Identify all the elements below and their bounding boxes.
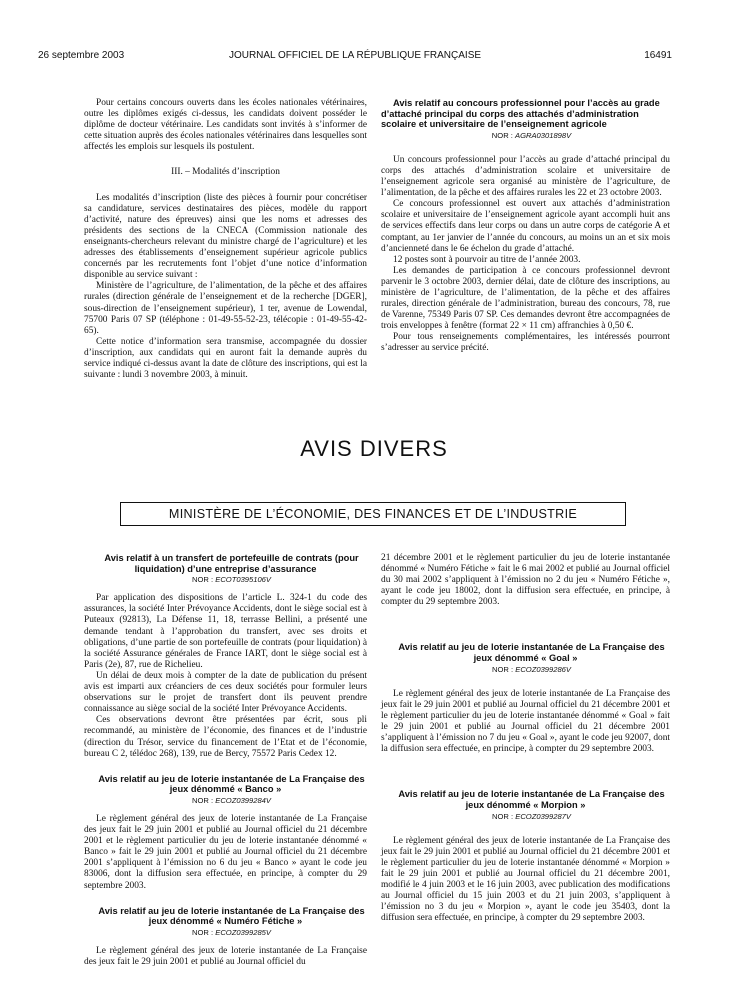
paragraph: Pour tous renseignements complémentaires, les intéressés pourront s’adresser au service précité. xyxy=(381,332,670,354)
ministry-heading: MINISTÈRE DE L’ÉCONOMIE, DES FINANCES ET DE L’INDUSTRIE xyxy=(120,502,626,526)
avis-title: Avis relatif au jeu de loterie instantanée de La Française des jeux dénommé « Banco » xyxy=(98,773,365,795)
paragraph: Ministère de l’agriculture, de l’alimentation, de la pêche et des affaires rurales (direction générale de l’enseignement et de la recherche [DGER], sous-direction de l’enseignement supérieur), 1 ter, avenue de Lowendal, 75700 Paris 07 SP (téléphone : 01-49-55-52-23, télécopie : 01-49-55-42-65). xyxy=(84,281,367,336)
nor-reference: NOR : ECOZ0399284V xyxy=(192,795,271,805)
paragraph: Un délai de deux mois à compter de la date de publication du présent avis est imparti aux créanciers de ces deux sociétés pour formuler leurs observations sur le projet de transfert dont ils peuvent prendre connaissance au siège social de la société Inter Prévoyance Accidents. xyxy=(84,670,367,715)
paragraph: Les modalités d’inscription (liste des pièces à fournir pour concrétiser sa candidature, services destinataires des pièces, modèle du rapport d’activité, nature des épreuves) ainsi que les noms et adresses des présidents des sections de la CNECA (Commission nationale des enseignants-chercheurs relevant du ministre chargé de l’agriculture) et les adresses des établissements d’enseignement supérieur agricole publics concernés par les recrutements font l’objet d’une notice d’information disponible au service suivant : xyxy=(84,192,367,281)
nor-reference: NOR : ECOT0395106V xyxy=(192,575,271,585)
top-right-column xyxy=(381,98,670,355)
paragraph: Les demandes de participation à ce concours professionnel devront parvenir le 3 octobre 2003, dernier délai, date de clôture des inscriptions, au ministère de l’agriculture, de l’alimentation, de la pêche et des affaires rurales, direction générale de l’administration, bureau des concours, 78, rue de Varenne, 75349 Paris 07 SP. Ces demandes devront être accompagnées de trois enveloppes à fenêtre (format 22 × 11 cm) affranchies à 0,50 €. xyxy=(381,265,670,332)
paragraph: Un concours professionnel pour l’accès au grade d’attaché principal du corps des attachés d’administration scolaire et universitaire de l’enseignement agricole sera organisé au ministère de l’agriculture, de l’alimentation, de la pêche et des affaires rurales les 22 et 23 octobre 2003. xyxy=(381,154,670,199)
paragraph: Cette notice d’information sera transmise, accompagnée du dossier d’inscription, aux candidats qui en auront fait la demande auprès du service indiqué ci-dessus avant la date de clôture des inscriptions, qui est la suivante : lundi 3 novembre 2003, à minuit. xyxy=(84,336,367,381)
paragraph: Le règlement général des jeux de loterie instantanée de La Française des jeux fait le 29 juin 2001 et publié au Journal officiel du 21 décembre 2001 et le règlement particulier du jeu de loterie instantanée dénommé « Banco » fait le 29 juin 2001 et publié au Journal officiel du 21 décembre 2001 s’appliquent à l’émission no 6 du jeu « Banco » ayant le code jeu 83006, dont la diffusion sera effectuée, en principe, à compter du 29 septembre 2003. xyxy=(84,813,367,891)
bottom-left-column xyxy=(84,553,367,968)
nor-reference: NOR : AGRA0301898V xyxy=(491,130,572,140)
avis-title: Avis relatif au concours professionnel pour l’accès au grade d’attaché principal du corps des attachés d’administration scolaire et universitaire de l’enseignement agricole xyxy=(381,98,660,130)
avis-title: Avis relatif à un transfert de portefeuille de contrats (pour liquidation) d’une entreprise d’assurance xyxy=(104,553,359,574)
paragraph: 21 décembre 2001 et le règlement particulier du jeu de loterie instantanée dénommé « Numéro Fétiche » fait le 6 mai 2002 et publié au Journal officiel du 30 mai 2002 s’appliquent à l’émission no 2 du jeu « Numéro Fétiche », ayant le code jeu 18002, dont la diffusion sera effectuée, en principe, à compter du 29 septembre 2003. xyxy=(381,553,670,608)
paragraph: Ces observations devront être présentées par écrit, sous pli recommandé, au ministère de l’économie, des finances et de l’industrie (direction du Trésor, service du financement de l’Etat et de l’économie, bureau C 2, télédoc 268), 139, rue de Bercy, 75572 Paris Cedex 12. xyxy=(84,715,367,759)
avis-title: Avis relatif au jeu de loterie instantanée de La Française des jeux dénommé « Morpion » xyxy=(398,789,665,810)
header-date: 26 septembre 2003 xyxy=(38,50,125,61)
paragraph: Le règlement général des jeux de loterie instantanée de La Française des jeux fait le 29 juin 2001 et publié au Journal officiel du xyxy=(84,945,367,967)
section-heading-avis-divers: AVIS DIVERS xyxy=(300,436,448,461)
header-page-number: 16491 xyxy=(644,50,672,61)
nor-reference: NOR : ECOZ0399286V xyxy=(492,664,571,674)
nor-reference: NOR : ECOZ0399287V xyxy=(492,811,571,821)
top-left-column xyxy=(84,98,367,381)
paragraph: Le règlement général des jeux de loterie instantanée de La Française des jeux fait le 29 juin 2001 et publié au Journal officiel du 21 décembre 2001 et le règlement particulier du jeu de loterie instantanée dénommé « Morpion » fait le 29 juin 2001 et publié au Journal officiel du 21 décembre 2001, modifié le 4 juin 2003 et le 16 juin 2003, avec publication des modifications au Journal officiel du 15 juin 2003 et du 21 juin 2003, s’appliquent à l’émission no 3 du jeu « Morpion », ayant le code jeu 35403, dont la diffusion sera effectuée, en principe, à compter du 29 septembre 2003. xyxy=(381,835,670,924)
bottom-right-column xyxy=(381,553,670,924)
paragraph: Le règlement général des jeux de loterie instantanée de La Française des jeux fait le 29 juin 2001 et publié au Journal officiel du 21 décembre 2001 et le règlement particulier du jeu de loterie instantanée dénommé « Goal » fait le 29 juin 2001 et publié au Journal officiel du 21 décembre 2001 s’appliquent à l’émission no 7 du jeu « Goal », ayant le code jeu 92007, dont la diffusion sera effectuée, en principe, à compter du 29 septembre 2003. xyxy=(381,688,670,755)
paragraph: Ce concours professionnel est ouvert aux attachés d’administration scolaire et universitaire de l’enseignement agricole ayant accompli huit ans de services effectifs dans leur corps ou dans un autre corps de catégorie A et comptant, au 1er janvier de l’année du concours, au moins un an et six mois d’ancienneté dans le 6e échelon du grade d’attaché. xyxy=(381,199,670,254)
nor-reference: NOR : ECOZ0399285V xyxy=(192,927,271,937)
avis-title: Avis relatif au jeu de loterie instantanée de La Française des jeux dénommé « Numéro Fétiche » xyxy=(98,905,365,927)
paragraph: Pour certains concours ouverts dans les écoles nationales vétérinaires, outre les diplômes exigés ci-dessus, les candidats doivent posséder le diplôme de docteur vétérinaire. Les candidats sont invités à s’informer de cette situation auprès des écoles nationales vétérinaires dans lesquelles sont affectés les emplois sur lesquels ils postulent. xyxy=(84,98,367,153)
section-title: III. – Modalités d’inscription xyxy=(171,167,280,178)
page-header xyxy=(38,50,672,64)
avis-title: Avis relatif au jeu de loterie instantanée de La Française des jeux dénommé « Goal » xyxy=(398,642,665,664)
paragraph: 12 postes sont à pourvoir au titre de l’année 2003. xyxy=(393,254,581,265)
paragraph: Par application des dispositions de l’article L. 324-1 du code des assurances, la société Inter Prévoyance Accidents, dont le siège social est à Puteaux (92813), La Défense 11, 18, terrasse Bellini, a présenté une demande tendant à l’approbation du transfert, avec ses droits et obligations, d’une partie de son portefeuille de contrats (pour liquidation) à la société Assurance générales de France IART, dont le siège social est à Paris (2e), 87, rue de Richelieu. xyxy=(84,593,367,670)
header-journal-title: JOURNAL OFFICIEL DE LA RÉPUBLIQUE FRANÇAISE xyxy=(228,50,482,61)
